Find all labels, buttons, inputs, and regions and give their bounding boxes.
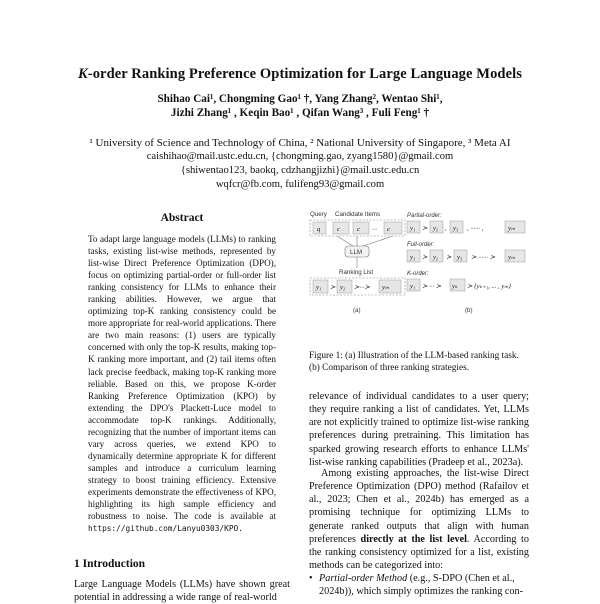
authors-line-2: Jizhi Zhang¹ , Keqin Bao¹ , Qifan Wang³ , Fuli Feng¹ † (170, 107, 430, 119)
fig-f1: y₁ (410, 254, 416, 261)
fig-f2-gt: ≻ (446, 254, 452, 261)
bullet-italic: Partial-order Method (319, 573, 408, 584)
fig-llm-label: LLM (350, 249, 363, 256)
fig-f3: y₃ (457, 254, 463, 261)
right-para-2b: . According to the ranking consistency optimized for a list, existing methods can be categorized into: (309, 533, 529, 572)
fig-gt2: ≻···≻ (354, 284, 370, 291)
fig-full-label: Full-order: (407, 242, 435, 248)
email-line-1: caishihao@mail.ustc.edu.cn, {chongming.gao, zyang1580}@gmail.com (146, 151, 454, 162)
fig-gt1: ≻ (330, 284, 336, 291)
fig-k1-gt: ≻ ··· ≻ (422, 283, 442, 290)
fig-b2-c: , (445, 225, 447, 232)
email-line-2: {shiwentao123, baokq, cdzhangjizhi}@mail.ustc.edu.cn (180, 165, 420, 176)
fig-b4: yₘ (508, 225, 516, 232)
fig-y1: y₁ (316, 284, 322, 291)
right-para-2a: Among existing approaches, the list-wise Direct Preference Optimization (DPO) method (Rafailov et al., 2023; Chen et al., 2024b) has emerged as a promising technique for optimizing LLMs to generate ranked outputs that align with human preferences (309, 468, 529, 545)
fig-c1: c (337, 226, 340, 233)
fig-arrows-down (337, 236, 393, 246)
fig-k-set: {yₖ₊₁, ... , yₘ} (474, 283, 512, 290)
fig-c1-cell (333, 222, 349, 234)
fig-dots-a: ··· (372, 226, 377, 233)
bullet-rest: (e.g., S-DPO (Chen et al., 2024b)), which simply optimizes the ranking con- (319, 573, 523, 597)
fig-cm: c (387, 226, 390, 233)
fig-f4: yₘ (508, 254, 516, 261)
fig-korder-label: K-order: (407, 271, 429, 277)
right-para-1: relevance of individual candidates to a user query; they require ranking a list of candidates. Yet, LLMs are not explicitly trained to optimize list-wise ranking preferences during pretraining. This limitation has sparked growing research efforts to enhance LLMs' list-wise ranking capabilities (Pradeep et al., 2023a). (309, 391, 529, 468)
fig-k2: yₖ (452, 283, 458, 290)
abstract-body (88, 233, 276, 535)
figure-1-diagram (309, 208, 534, 343)
fig-f3-gt: ≻ ······ ≻ (471, 254, 496, 261)
fig-partial-label: Partial-order: (407, 213, 442, 219)
bullet-partial-order (309, 572, 539, 598)
fig-k2-gt: ≻ (467, 283, 473, 290)
intro-heading: 1 Introduction (74, 558, 146, 570)
email-line-3: wqfcr@fb.com, fulifeng93@gmail.com (215, 179, 385, 190)
fig-y2: y₂ (340, 284, 346, 291)
authors-line-1: Shihao Cai¹, Chongming Gao¹ †, Yang Zhang², Wentao Shi¹, (157, 93, 443, 105)
fig-b3: y₃ (453, 225, 459, 232)
fig-b1: y₁ (410, 225, 416, 232)
fig-ym: yₘ (382, 284, 390, 291)
code-url-link[interactable]: https://github.com/Lanyu0303/KPO. (88, 524, 243, 534)
fig-b-label: (b) (465, 307, 473, 314)
fig-c2: c (357, 226, 360, 233)
fig-a-label: (a) (353, 307, 361, 314)
fig-k1: y₁ (410, 283, 416, 290)
fig-c2-cell (353, 222, 369, 234)
abstract-text: To adapt large language models (LLMs) to ranking tasks, existing list-wise methods, represented by list-wise Direct Preference Optimization (DPO), focus on optimizing partial-order or full-order list ranking consistency for LLMs to enhance their ranking abilities. However, we argue that optimizing top-K ranking consistency could be more appropriate for real-world applications. There are two main reasons: (1) users are typically concerned with only the top-K results, making top-K ranking more important, and (2) tail items often lack precise feedback, making top-K ranking more reliable. Based on this, we propose K-order Ranking Preference Optimization (KPO) by extending the DPO's Plackett-Luce model to accommodate top-K rankings. Additionally, recognizing that the number of important items can vary across queries, we extend KPO to dynamically determine appropriate K for different samples and introduce a curriculum learning strategy to boost training efficiency. Extensive experiments demonstrate the effectiveness of KPO, highlighting its high sample efficiency and robustness to noise. The code is available at (88, 234, 276, 522)
title-k: K (77, 66, 88, 82)
fig-b1-gt: ≻ (422, 225, 428, 232)
affiliations: ¹ University of Science and Technology of China, ² National University of Singapore, ³ Meta AI (89, 137, 511, 149)
paper-title (0, 66, 600, 83)
figure-caption: Figure 1: (a) Illustration of the LLM-based ranking task. (b) Comparison of three ranking strategies. (309, 351, 519, 373)
title-rest: -order Ranking Preference Optimization for Large Language Models (87, 66, 522, 82)
fig-candidates-label: Candidate Items (335, 211, 381, 218)
fig-b3-dots: , ······ , (467, 225, 484, 232)
intro-text: Large Language Models (LLMs) have shown great potential in addressing a wide range of real-world (74, 579, 290, 603)
figure-1 (309, 208, 534, 343)
fig-b2: y₂ (433, 225, 439, 232)
fig-f1-gt: ≻ (422, 254, 428, 261)
right-para-2 (309, 467, 529, 572)
fig-f2: y₂ (433, 254, 439, 261)
bullet-dot: • (309, 573, 313, 584)
right-para-2-bold: directly at the list level (360, 533, 467, 545)
fig-query-label: Query (310, 211, 327, 218)
abstract-heading: Abstract (160, 212, 204, 224)
fig-ranking-list-label: Ranking List (339, 269, 374, 276)
fig-q: q (317, 226, 321, 233)
